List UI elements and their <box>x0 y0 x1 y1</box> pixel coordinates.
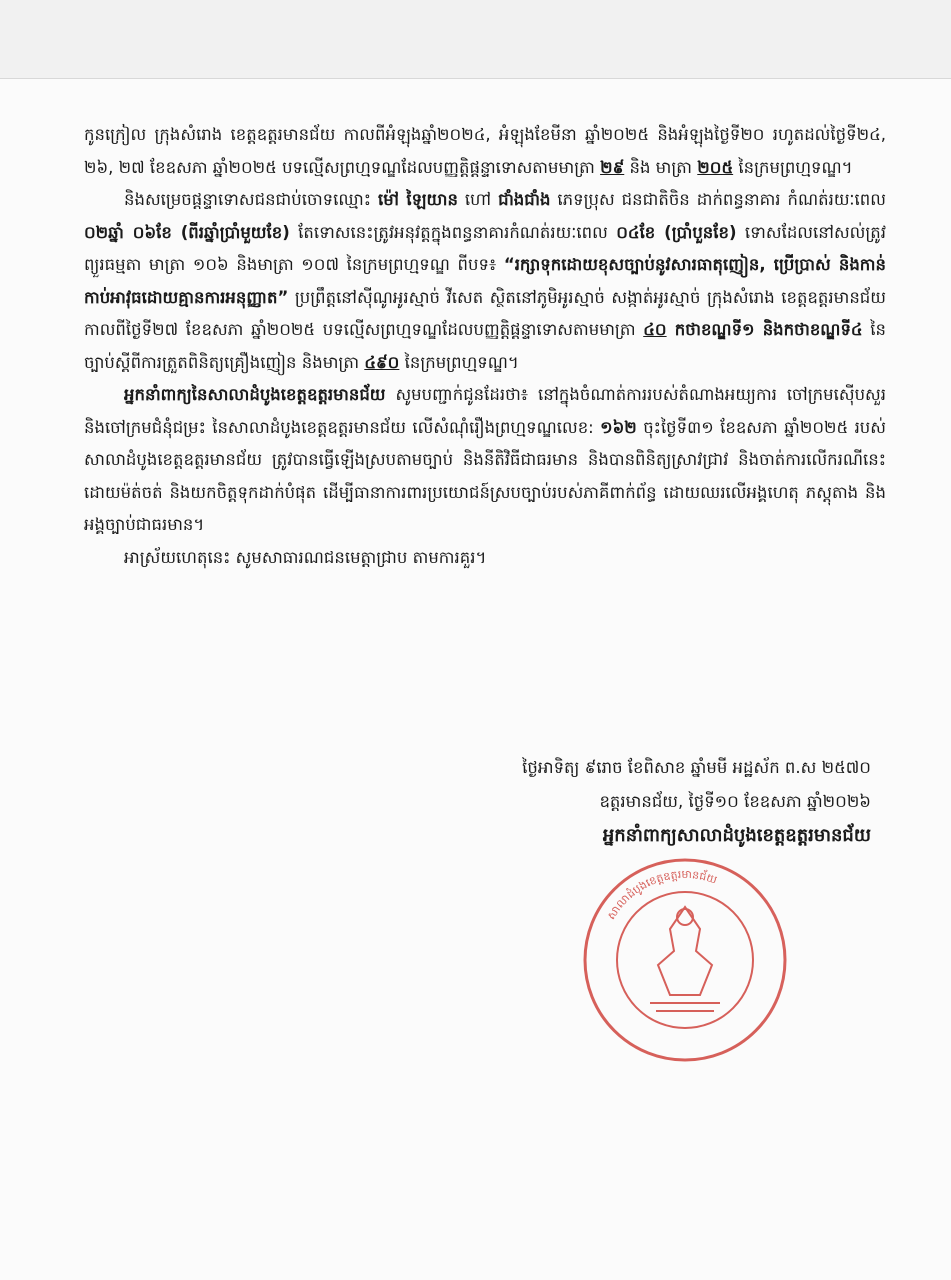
article-number: ៤០ <box>643 320 667 339</box>
lunar-date: ថ្ងៃអាទិត្យ ៩រោច ខែពិសាខ ឆ្នាំមមី អដ្ឋស័ក ព.ស ២៥៧០ <box>522 758 871 777</box>
document-body <box>84 119 886 574</box>
signer-title: អ្នកនាំពាក្យសាលាដំបូងខេត្តឧត្ដរមានជ័យ <box>602 825 871 846</box>
text-span: និង មាត្រា <box>624 157 698 177</box>
text-span: ចុះថ្ងៃទី៣១ ខែឧសភា ឆ្នាំ២០២៥ របស់សាលាដំបូងខេត្តឧត្ដរមានជ័យ ត្រូវបានធ្វើឡើងស្របតាមច្បាប់ និងនីតិវិធីជាធរមាន និងបានពិនិត្យស្រាវជ្រាវ និងចាត់ការលើករណីនេះ ដោយម៉ត់ចត់ និងយកចិត្តទុកដាក់បំផុត ដើម្បីធានាការពារប្រយោជន៍ស្របច្បាប់របស់ភាគីពាក់ព័ន្ធ ដោយឈរលើអង្គហេតុ ភស្តុតាង និងអង្គច្បាប់ជាធរមាន។ <box>84 417 886 534</box>
text-span: នៃក្រមព្រហ្មទណ្ឌ។ <box>733 157 853 177</box>
text-span: នៃច្បាប់ស្តីពីការត្រួតពិនិត្យគ្រឿងញៀន និងមាត្រា <box>84 320 886 372</box>
article-number: ៤៩០ <box>364 352 400 372</box>
seal-ring-text: សាលាដំបូងខេត្តឧត្ដរមានជ័យ <box>604 867 719 922</box>
text-span: ទោសដែលនៅសល់ត្រូវព្យួរធម្មតា មាត្រា ១០៦ និងមាត្រា ១០៧ នៃក្រមព្រហ្មទណ្ឌ ពីបទ៖ <box>84 222 886 274</box>
defendant-name: ម៉ៅ ឡៃយាន <box>377 190 458 209</box>
seal-emblem-head <box>677 909 693 925</box>
text-span: ភេទប្រុស ជនជាតិចិន ដាក់ពន្ធនាគារ កំណត់រយៈពេល <box>550 190 886 209</box>
seal-inner-ring <box>617 892 753 1028</box>
solar-date: ឧត្ដរមានជ័យ, ថ្ងៃទី១០ ខែឧសភា ឆ្នាំ២០២៦ <box>599 792 871 811</box>
served-term: ០៤ខែ (ប្រាំបួនខែ) <box>616 222 737 242</box>
text-span: កូនក្រៀល ក្រុងសំរោង ខេត្តឧត្ដរមានជ័យ កាលពីអំឡុងឆ្នាំ២០២៤, អំឡុងខែមីនា ឆ្នាំ២០២៥ និងអំឡុងថ្ងៃទី២០ រហូតដល់ថ្ងៃទី២៤, ២៦, ២៧ ខែឧសភា ឆ្នាំ២០២៥ បទល្មើសព្រហ្មទណ្ឌដែលបញ្ញត្តិផ្តន្ទាទោសតាមមាត្រា <box>84 125 886 177</box>
paragraph-3 <box>84 379 886 542</box>
paragraph-4: អាស្រ័យហេតុនេះ សូមសាធារណជនមេត្តាជ្រាប តាមការគួរ។ <box>124 547 487 567</box>
article-number: ២៩ <box>600 157 625 177</box>
text-span: និងសម្រេចផ្តន្ទាទោសជនជាប់ចោទឈ្មោះ <box>124 190 378 209</box>
charge-text: “រក្សាទុកដោយខុសច្បាប់នូវសារធាតុញៀន, ប្រើប្រាស់ និងកាន់កាប់អាវុធដោយគ្មានការអនុញ្ញាត” <box>84 255 886 307</box>
article-number: ២០៥ <box>697 157 734 177</box>
text-span: ហៅ <box>457 190 499 209</box>
text-span: នៃក្រមព្រហ្មទណ្ឌ។ <box>399 352 519 372</box>
article-clause: កថាខណ្ឌទី១ និងកថាខណ្ឌទី៤ <box>666 320 863 339</box>
text-span: ប្រព្រឹត្តនៅស៊ីណូអូរស្មាច់ វីសេត ស្ថិតនៅភូមិអូរស្មាច់ សង្កាត់អូរស្មាច់ ក្រុងសំរោង ខេត្តឧត្ដរមានជ័យ កាលពីថ្ងៃទី២៧ ខែឧសភា ឆ្នាំ២០២៥ បទល្មើសព្រហ្មទណ្ឌដែលបញ្ញត្តិផ្តន្ទាទោសតាមមាត្រា <box>84 287 886 339</box>
seal-outer-ring <box>585 860 785 1060</box>
case-number: ១៦២ <box>600 417 637 437</box>
paragraph-1 <box>84 119 886 184</box>
spokesperson-title: អ្នកនាំពាក្យនៃសាលាដំបូងខេត្តឧត្ដរមានជ័យ <box>124 385 386 404</box>
document-page <box>0 79 951 1280</box>
seal-emblem <box>658 907 712 995</box>
paragraph-2 <box>84 184 886 379</box>
signature-block <box>351 751 871 853</box>
defendant-alias: ជាំងជាំង <box>498 190 551 209</box>
court-seal <box>580 855 790 1065</box>
sentence-term: ០២ឆ្នាំ ០៦ខែ (ពីរឆ្នាំប្រាំមួយខែ) <box>84 222 290 242</box>
previous-page-edge <box>0 0 951 79</box>
text-span: តែទោសនេះត្រូវអនុវត្តក្នុងពន្ធនាគារកំណត់រយៈពេល <box>289 222 617 242</box>
seal-emblem-base <box>650 1003 720 1011</box>
text-span: សូមបញ្ជាក់ជូនដែរថា៖ នៅក្នុងចំណាត់ការរបស់តំណាងអយ្យការ ចៅក្រមស៊ើបសួរ និងចៅក្រមជំនុំជម្រះ នៃសាលាដំបូងខេត្តឧត្ដរមានជ័យ លើសំណុំរឿងព្រហ្មទណ្ឌលេខ: <box>84 385 886 437</box>
